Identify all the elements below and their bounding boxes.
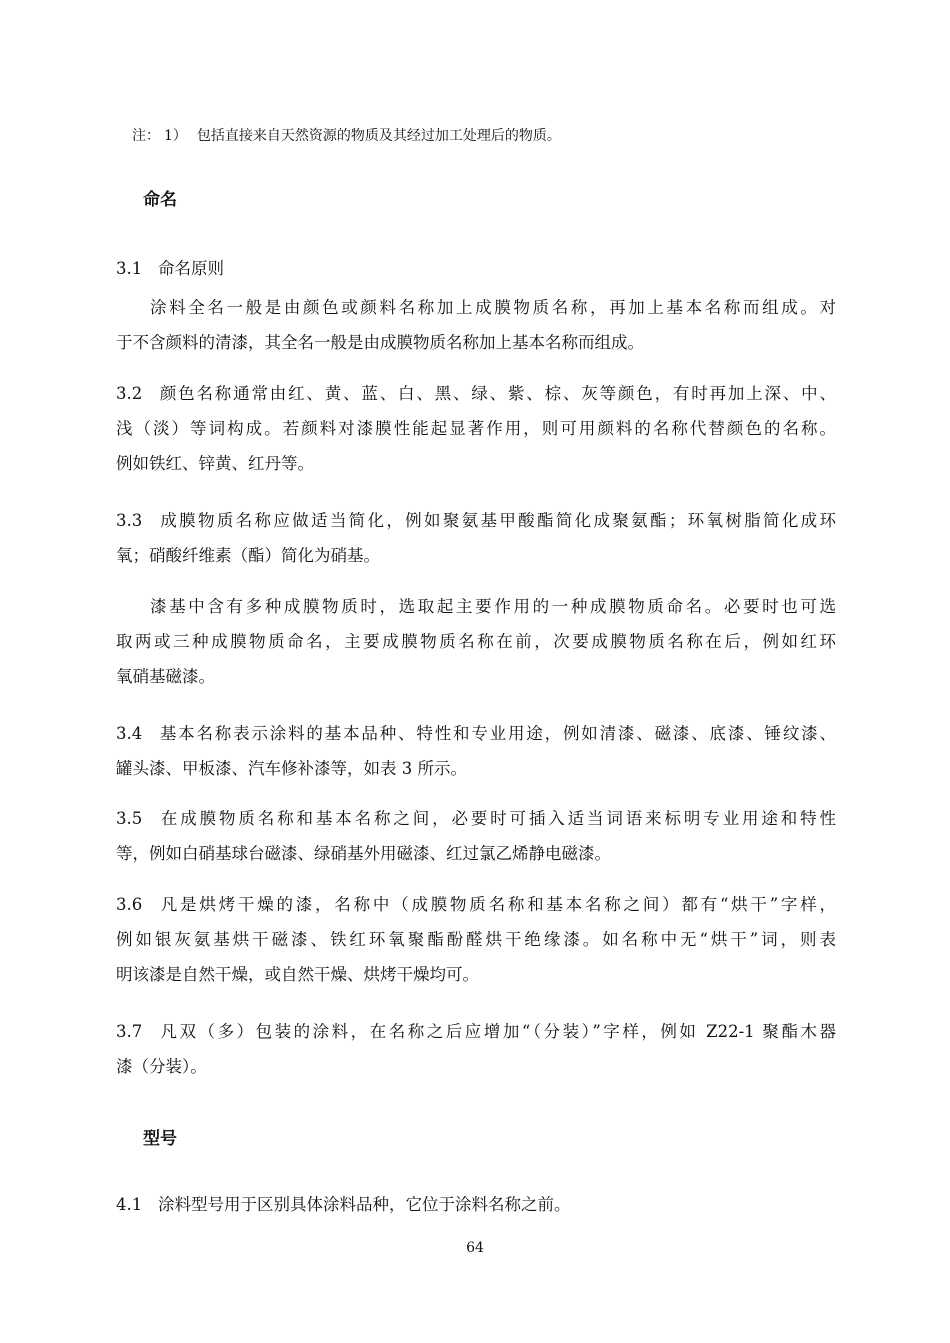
clause-3-1-body bbox=[116, 290, 836, 360]
text-line: 在成膜物质名称和基本名称之间，必要时可插入适当词语来标明专业用途和特性 bbox=[158, 809, 836, 828]
clause-3-1 bbox=[116, 251, 836, 286]
text-line: 氧硝基磁漆。 bbox=[116, 667, 215, 686]
text-line: 等，例如白硝基球台磁漆、绿硝基外用磁漆、红过氯乙烯静电磁漆。 bbox=[116, 844, 611, 863]
text-line: 例如银灰氨基烘干磁漆、铁红环氧聚酯酚醛烘干绝缘漆。如名称中无“烘干”词，则表 bbox=[116, 930, 836, 949]
text-line: 基本名称表示涂料的基本品种、特性和专业用途，例如清漆、磁漆、底漆、锤纹漆、 bbox=[158, 724, 836, 743]
clause-number: 3.5 bbox=[116, 809, 143, 828]
text-line: 漆基中含有多种成膜物质时，选取起主要作用的一种成膜物质命名。必要时也可选 bbox=[150, 597, 836, 616]
text-line: 涂料全名一般是由颜色或颜料名称加上成膜物质名称，再加上基本名称而组成。对 bbox=[150, 298, 836, 317]
text-line: 成膜物质名称应做适当简化，例如聚氨基甲酸酯简化成聚氨酯；环氧树脂简化成环 bbox=[158, 511, 836, 530]
clause-number: 3.1 bbox=[116, 259, 143, 278]
footnote-number: 1） bbox=[164, 128, 187, 144]
text-line: 漆（分装）。 bbox=[116, 1057, 207, 1076]
text-line: 于不含颜料的清漆，其全名一般是由成膜物质名称加上基本名称而组成。 bbox=[116, 333, 644, 352]
clause-3-3-body bbox=[116, 589, 836, 694]
footnote bbox=[132, 126, 561, 146]
clause-number: 3.2 bbox=[116, 384, 143, 403]
clause-3-4 bbox=[116, 716, 836, 786]
clause-4-1 bbox=[116, 1187, 836, 1222]
clause-3-6 bbox=[116, 887, 836, 992]
clause-number: 3.4 bbox=[116, 724, 143, 743]
section-heading-naming: 命名 bbox=[143, 190, 177, 210]
text-line: 颜色名称通常由红、黄、蓝、白、黑、绿、紫、棕、灰等颜色，有时再加上深、中、 bbox=[158, 384, 836, 403]
text-line: 罐头漆、甲板漆、汽车修补漆等，如表 3 所示。 bbox=[116, 759, 467, 778]
footnote-label: 注： bbox=[132, 128, 160, 144]
text-line: 凡双（多）包装的涂料，在名称之后应增加“（分装）”字样，例如 Z22-1 聚酯木器 bbox=[158, 1022, 836, 1041]
clause-3-5 bbox=[116, 801, 836, 871]
clause-number: 4.1 bbox=[116, 1195, 143, 1214]
clause-3-7 bbox=[116, 1014, 836, 1084]
clause-3-2 bbox=[116, 376, 836, 481]
text-line: 明该漆是自然干燥，或自然干燥、烘烤干燥均可。 bbox=[116, 965, 479, 984]
section-heading-model: 型号 bbox=[143, 1129, 177, 1149]
clause-number: 3.7 bbox=[116, 1022, 143, 1041]
footnote-text: 包括直接来自天然资源的物质及其经过加工处理后的物质。 bbox=[196, 128, 561, 144]
text-line: 例如铁红、锌黄、红丹等。 bbox=[116, 454, 314, 473]
page-number: 64 bbox=[466, 1240, 484, 1256]
text-line: 取两或三种成膜物质命名，主要成膜物质名称在前，次要成膜物质名称在后，例如红环 bbox=[116, 632, 836, 651]
text-line: 凡是烘烤干燥的漆，名称中（成膜物质名称和基本名称之间）都有“烘干”字样， bbox=[158, 895, 836, 914]
clause-3-3 bbox=[116, 503, 836, 573]
clause-number: 3.6 bbox=[116, 895, 143, 914]
clause-text: 命名原则 bbox=[158, 259, 224, 278]
text-line: 氧；硝酸纤维素（酯）简化为硝基。 bbox=[116, 546, 380, 565]
clause-text: 涂料型号用于区别具体涂料品种，它位于涂料名称之前。 bbox=[158, 1195, 571, 1214]
text-line: 浅（淡）等词构成。若颜料对漆膜性能起显著作用，则可用颜料的名称代替颜色的名称。 bbox=[116, 419, 836, 438]
clause-number: 3.3 bbox=[116, 511, 143, 530]
